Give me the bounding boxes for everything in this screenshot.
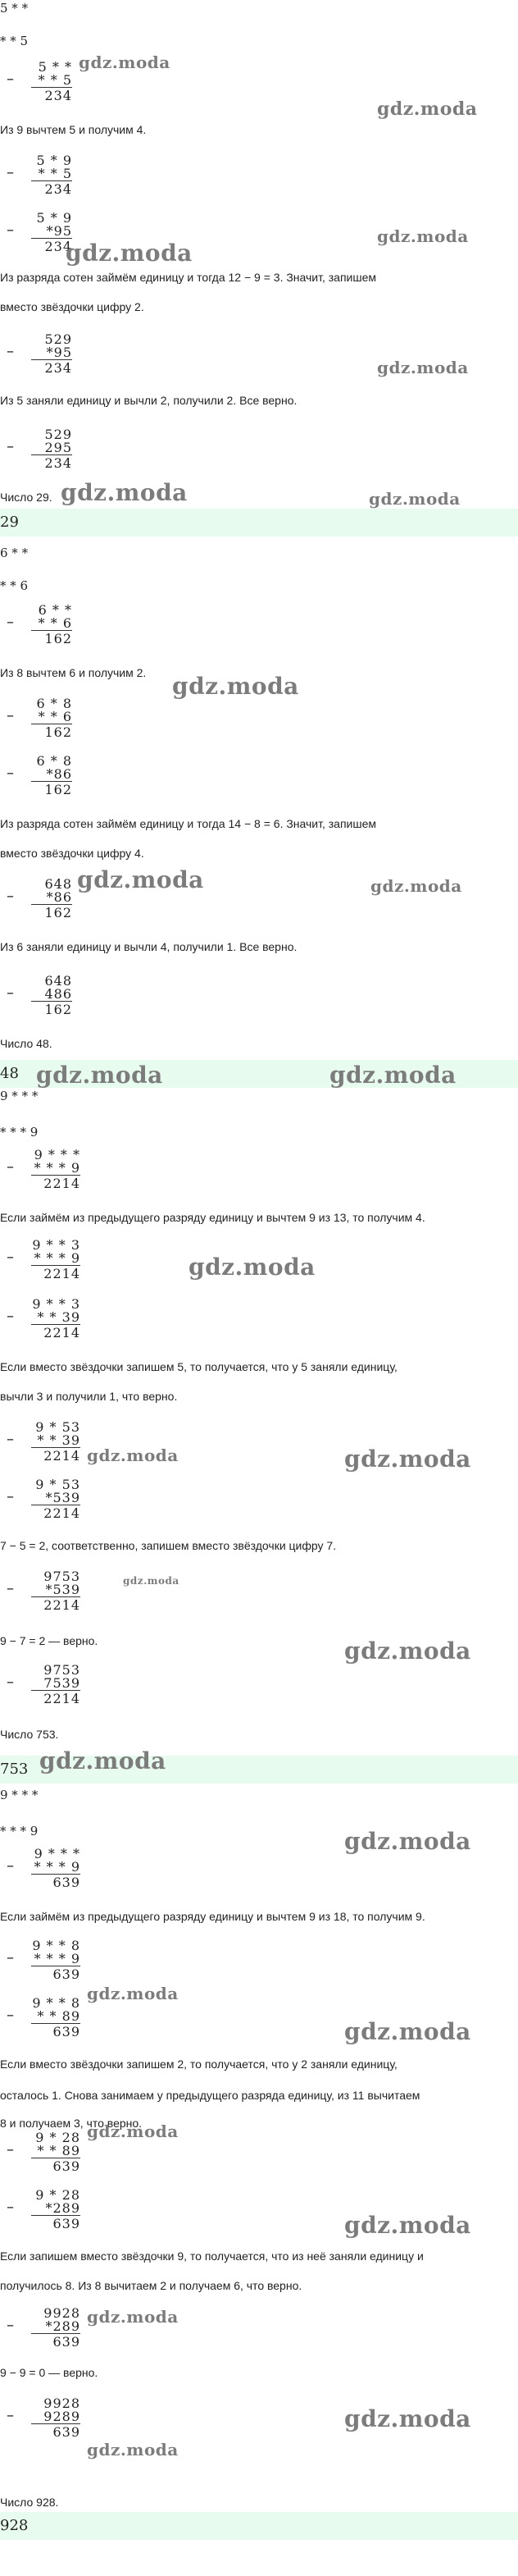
difference: 639 (31, 2333, 80, 2350)
problem-title: 6 * * (0, 546, 29, 560)
problem-title: 9 * * * (0, 1788, 39, 1802)
difference: 2214 (31, 1324, 80, 1341)
minuend: 5 * 9 (36, 210, 72, 226)
minuend: 9 * 53 (35, 1419, 80, 1435)
explanation-text: Из 6 заняли единицу и вычли 4, получили 1. Все верно. (0, 940, 298, 953)
watermark-logo: gdz.moda (61, 479, 188, 506)
minus-sign: – (7, 984, 14, 1002)
subtrahend: * * 6 (38, 709, 72, 724)
watermark-logo: gdz.moda (344, 2212, 471, 2239)
minus-sign: – (7, 1431, 14, 1448)
difference: 639 (31, 2423, 80, 2441)
subtrahend: 7539 (43, 1675, 80, 1691)
explanation-text: Число 29. (0, 491, 52, 504)
subtrahend: *539 (45, 1582, 80, 1597)
minus-sign: – (7, 1308, 14, 1325)
minuend: 529 (44, 331, 72, 347)
explanation-text: Если вместо звёздочки запишем 5, то получается, что у 5 заняли единицу, (0, 1360, 398, 1373)
explanation-text: 9 − 7 = 2 — верно. (0, 1634, 98, 1647)
explanation-text: Число 753. (0, 1728, 59, 1741)
explanation-text: Из 5 заняли единицу и вычли 2, получили 2. Все верно. (0, 394, 298, 407)
difference: 162 (31, 724, 72, 741)
difference: 162 (31, 904, 72, 921)
watermark-logo: gdz.moda (87, 2440, 179, 2460)
problem-pattern: * * 5 (0, 34, 29, 48)
subtrahend: *86 (46, 766, 72, 782)
problem-pattern: * * * 9 (0, 1824, 39, 1838)
explanation-text: Число 48. (0, 1037, 52, 1050)
explanation-text: Из 9 вычтем 5 и получим 4. (0, 123, 147, 136)
minuend: 9 * 28 (35, 2130, 80, 2145)
minus-sign: – (7, 343, 14, 360)
subtrahend: * * * 9 (34, 1859, 80, 1875)
watermark-logo: gdz.moda (66, 240, 193, 267)
problem-title: 5 * * (0, 1, 29, 16)
explanation-text: Если запишем вместо звёздочки 9, то получается, что из неё заняли единицу и (0, 2249, 424, 2263)
minuend: 9 * 28 (35, 2187, 80, 2203)
difference: 2214 (31, 1690, 80, 1707)
explanation-text: Из разряда сотен займём единицу и тогда 14 − 8 = 6. Значит, запишем (0, 817, 377, 830)
difference: 639 (31, 2158, 80, 2175)
minus-sign: – (7, 707, 14, 724)
subtrahend: * * 5 (38, 72, 72, 88)
difference: 639 (31, 2215, 80, 2232)
minuend: 9 * * 3 (32, 1237, 80, 1253)
difference: 2214 (31, 1175, 80, 1192)
subtrahend: *95 (46, 345, 72, 360)
minus-sign: – (7, 1949, 14, 1966)
subtrahend: *95 (46, 223, 72, 239)
minus-sign: – (7, 1857, 14, 1875)
difference: 234 (31, 238, 72, 255)
answer-value: 29 (0, 514, 19, 531)
explanation-text: Из разряда сотен займём единицу и тогда 12 − 9 = 3. Значит, запишем (0, 271, 377, 284)
explanation-text: Число 928. (0, 2496, 59, 2509)
problem-pattern: * * 6 (0, 578, 29, 593)
difference: 234 (31, 87, 72, 104)
minus-sign: – (7, 2007, 14, 2024)
minuend: 9 * * 8 (32, 1938, 80, 1953)
minuend: 9928 (43, 2305, 80, 2321)
problem-pattern: * * * 9 (0, 1125, 39, 1140)
difference: 2214 (31, 1505, 80, 1522)
minuend: 648 (44, 973, 72, 989)
minus-sign: – (7, 765, 14, 782)
difference: 2214 (31, 1447, 80, 1464)
minus-sign: – (7, 222, 14, 239)
minuend: 9 * 53 (35, 1477, 80, 1492)
minuend: 5 * * (38, 59, 72, 75)
watermark-logo: gdz.moda (344, 2018, 471, 2045)
difference: 639 (31, 2023, 80, 2040)
subtrahend: * * 5 (38, 166, 72, 181)
minuend: 5 * 9 (36, 153, 72, 168)
watermark-logo: gdz.moda (369, 489, 461, 509)
explanation-text: вычли 3 и получили 1, что верно. (0, 1390, 178, 1403)
watermark-logo: gdz.moda (344, 1446, 471, 1473)
explanation-text: Если займём из предыдущего разряду единицу и вычтем 9 из 13, то получим 4. (0, 1211, 425, 1224)
watermark-logo: gdz.moda (189, 1254, 316, 1281)
difference: 234 (31, 180, 72, 198)
minus-sign: – (7, 438, 14, 455)
minus-sign: – (7, 614, 14, 631)
difference: 234 (31, 359, 72, 377)
subtrahend: 9289 (43, 2409, 80, 2424)
difference: 2214 (31, 1596, 80, 1614)
subtrahend: * * * 9 (34, 1250, 80, 1266)
watermark-logo: gdz.moda (39, 1747, 166, 1774)
watermark-logo: gdz.moda (377, 226, 469, 246)
minuend: 529 (44, 427, 72, 442)
difference: 639 (31, 1874, 80, 1891)
minus-sign: – (7, 164, 14, 181)
explanation-text: 8 и получаем 3, что верно. (0, 2117, 143, 2130)
subtrahend: 295 (44, 440, 72, 455)
subtrahend: * * * 9 (34, 1160, 80, 1176)
watermark-logo: gdz.moda (377, 358, 469, 377)
watermark-logo: gdz.moda (36, 1062, 163, 1089)
subtrahend: 486 (44, 986, 72, 1002)
explanation-text: получилось 8. Из 8 вычитаем 2 и получаем 6, что верно. (0, 2279, 302, 2292)
minus-sign: – (7, 2199, 14, 2216)
subtrahend: *86 (46, 889, 72, 905)
minus-sign: – (7, 1488, 14, 1505)
subtrahend: * * 39 (37, 1309, 80, 1325)
difference: 162 (31, 630, 72, 647)
difference: 162 (31, 781, 72, 798)
minuend: 9928 (43, 2396, 80, 2411)
minuend: 6 * * (38, 602, 72, 618)
difference: 234 (31, 454, 72, 472)
minus-sign: – (7, 1674, 14, 1691)
watermark-logo: gdz.moda (123, 1575, 179, 1587)
watermark-logo: gdz.moda (79, 53, 170, 72)
explanation-text: 7 − 5 = 2, соответственно, запишем вместо звёздочки цифру 7. (0, 1539, 337, 1552)
subtrahend: * * 6 (38, 615, 72, 631)
difference: 2214 (31, 1265, 80, 1282)
watermark-logo: gdz.moda (87, 2307, 179, 2327)
minuend: 6 * 8 (36, 696, 72, 711)
subtrahend: * * 39 (37, 1432, 80, 1448)
answer-value: 928 (0, 2517, 29, 2534)
minus-sign: – (7, 888, 14, 905)
difference: 162 (31, 1001, 72, 1018)
minuend: 9753 (43, 1662, 80, 1678)
watermark-logo: gdz.moda (87, 1446, 179, 1465)
explanation-text: 9 − 9 = 0 — верно. (0, 2366, 98, 2379)
subtrahend: *289 (45, 2318, 80, 2334)
minuend: 6 * 8 (36, 753, 72, 769)
minuend: 9753 (43, 1569, 80, 1584)
subtrahend: * * 89 (37, 2008, 80, 2024)
minuend: 9 * * 8 (32, 1995, 80, 2011)
answer-value: 753 (0, 1761, 29, 1778)
watermark-logo: gdz.moda (344, 2405, 471, 2432)
subtrahend: *289 (45, 2200, 80, 2216)
explanation-text: осталось 1. Снова занимаем у предыдущего разряда единицу, из 11 вычитаем (0, 2089, 420, 2102)
watermark-logo: gdz.moda (172, 673, 299, 700)
watermark-logo: gdz.moda (87, 2122, 179, 2141)
explanation-text: Если займём из предыдущего разряду единицу и вычтем 9 из 18, то получим 9. (0, 1910, 425, 1923)
minus-sign: – (7, 1249, 14, 1266)
watermark-logo: gdz.moda (329, 1062, 457, 1089)
watermark-logo: gdz.moda (344, 1637, 471, 1665)
explanation-text: вместо звёздочки цифру 4. (0, 847, 144, 860)
explanation-text: Из 8 вычтем 6 и получим 2. (0, 666, 147, 679)
problem-title: 9 * * * (0, 1089, 39, 1103)
explanation-text: Если вместо звёздочки запишем 2, то получается, что у 2 заняли единицу, (0, 2058, 398, 2071)
minus-sign: – (7, 2317, 14, 2334)
answer-bar (0, 2512, 518, 2540)
subtrahend: *539 (45, 1490, 80, 1505)
subtrahend: * * * 9 (34, 1951, 80, 1966)
subtrahend: * * 89 (37, 2143, 80, 2158)
minus-sign: – (7, 71, 14, 88)
minus-sign: – (7, 2141, 14, 2158)
minus-sign: – (7, 2407, 14, 2424)
difference: 639 (31, 1966, 80, 1983)
answer-bar (0, 509, 518, 537)
minuend: 9 * * * (34, 1147, 80, 1162)
watermark-logo: gdz.moda (87, 1984, 179, 2003)
answer-value: 48 (0, 1065, 19, 1082)
minus-sign: – (7, 1158, 14, 1176)
minuend: 648 (44, 876, 72, 892)
watermark-logo: gdz.moda (370, 876, 462, 896)
watermark-logo: gdz.moda (77, 866, 204, 893)
minus-sign: – (7, 1580, 14, 1597)
watermark-logo: gdz.moda (377, 98, 478, 120)
minuend: 9 * * * (34, 1846, 80, 1861)
explanation-text: вместо звёздочки цифру 2. (0, 300, 144, 313)
watermark-logo: gdz.moda (344, 1828, 471, 1855)
minuend: 9 * * 3 (32, 1296, 80, 1312)
